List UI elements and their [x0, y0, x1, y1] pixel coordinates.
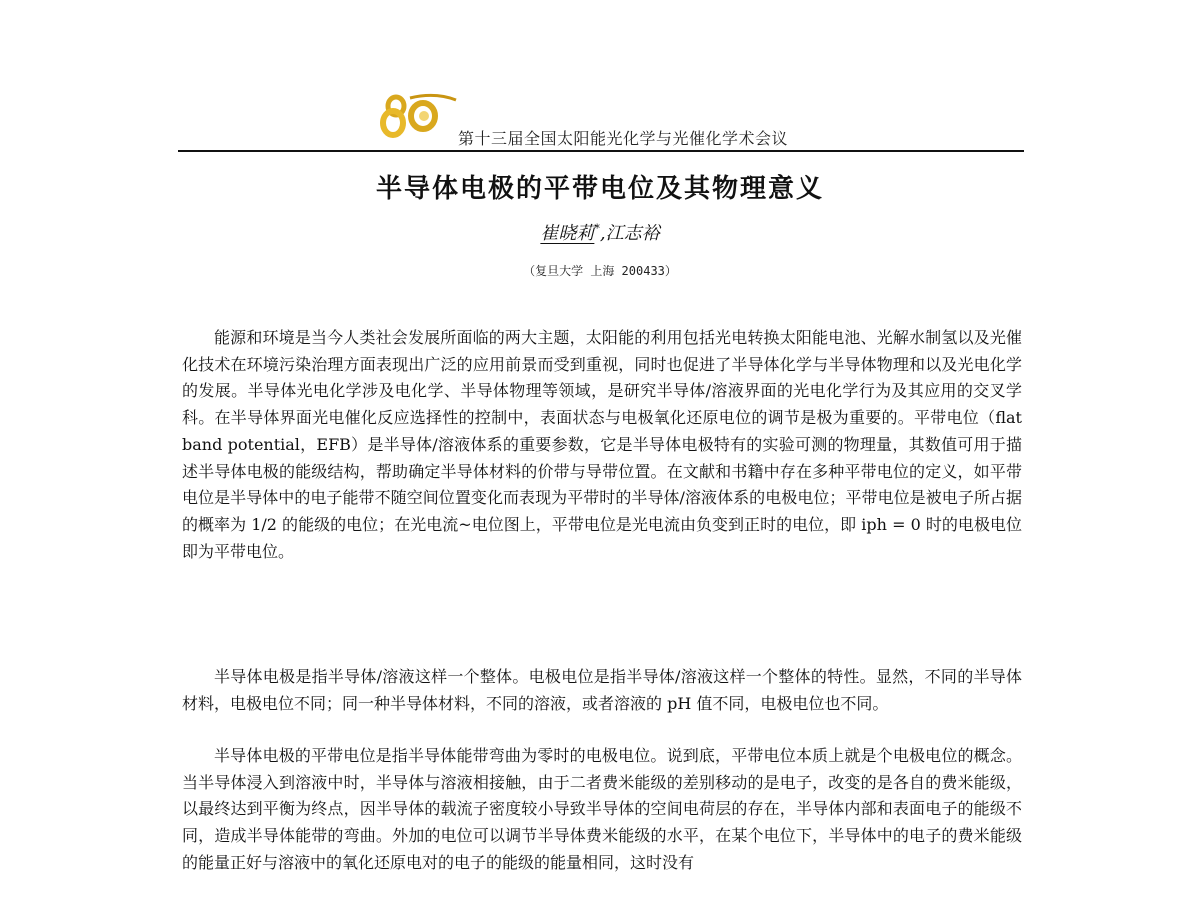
- corresponding-author-mark: *: [594, 222, 600, 235]
- affiliation: （复旦大学 上海 200433）: [523, 264, 677, 278]
- body-paragraph: 半导体电极的平带电位是指半导体能带弯曲为零时的电极电位。说到底，平带电位本质上就是个电极电位的概念。当半导体浸入到溶液中时，半导体与溶液相接触，由于二者费米能级的差别移动的是电子，改变的是各自的费米能级，以最终达到平衡为终点，因半导体的载流子密度较小导致半导体的空间电荷层的存在，半导体内部和表面电子的能级不同，造成半导体能带的弯曲。外加的电位可以调节半导体费米能级的水平，在某个电位下，半导体中的电子的费米能级的能量正好与溶液中的氧化还原电对的电子的能级的能量相同，这时没有: [182, 746, 1022, 872]
- body-paragraph: 半导体电极是指半导体/溶液这样一个整体。电极电位是指半导体/溶液这样一个整体的特性。显然，不同的半导体材料，电极电位不同；同一种半导体材料，不同的溶液，或者溶液的 pH 值不同，电极电位也不同。: [182, 667, 1022, 713]
- primary-author: 崔晓莉: [540, 223, 595, 244]
- body-paragraph: 能源和环境是当今人类社会发展所面临的两大主题，太阳能的利用包括光电转换太阳能电池、光解水制氢以及光催化技术在环境污染治理方面表现出广泛的应用前景而受到重视，同时也促进了半导体化学与半导体物理和以及光电化学的发展。半导体光电化学涉及电化学、半导体物理等领域，是研究半导体/溶液界面的光电化学行为及其应用的交叉学科。在半导体界面光电催化反应选择性的控制中，表面状态与电极氧化还原电位的调节是极为重要的。平带电位（flat band potential，EFB）是半导体/溶液体系的重要参数，它是半导体电极特有的实验可测的物理量，其数值可用于描述半导体电极的能级结构，帮助确定半导体材料的价带与导带位置。在文献和书籍中存在多种平带电位的定义，如平带电位是半导体中的电子能带不随空间位置变化而表现为平带时的半导体/溶液体系的电极电位；平带电位是被电子所占据的概率为 1/2 的能级的电位；在光电流~电位图上，平带电位是光电流由负变到正时的电位，即 iph = 0 时的电极电位即为平带电位。: [182, 328, 1022, 561]
- 80th-anniversary-logo-icon: [380, 90, 460, 142]
- conference-header: 第十三届全国太阳能光化学与光催化学术会议: [458, 129, 789, 148]
- secondary-author: ,江志裕: [599, 223, 660, 244]
- header-divider: [178, 150, 1024, 152]
- paper-title: 半导体电极的平带电位及其物理意义: [375, 174, 824, 204]
- author-line: [0, 219, 1200, 245]
